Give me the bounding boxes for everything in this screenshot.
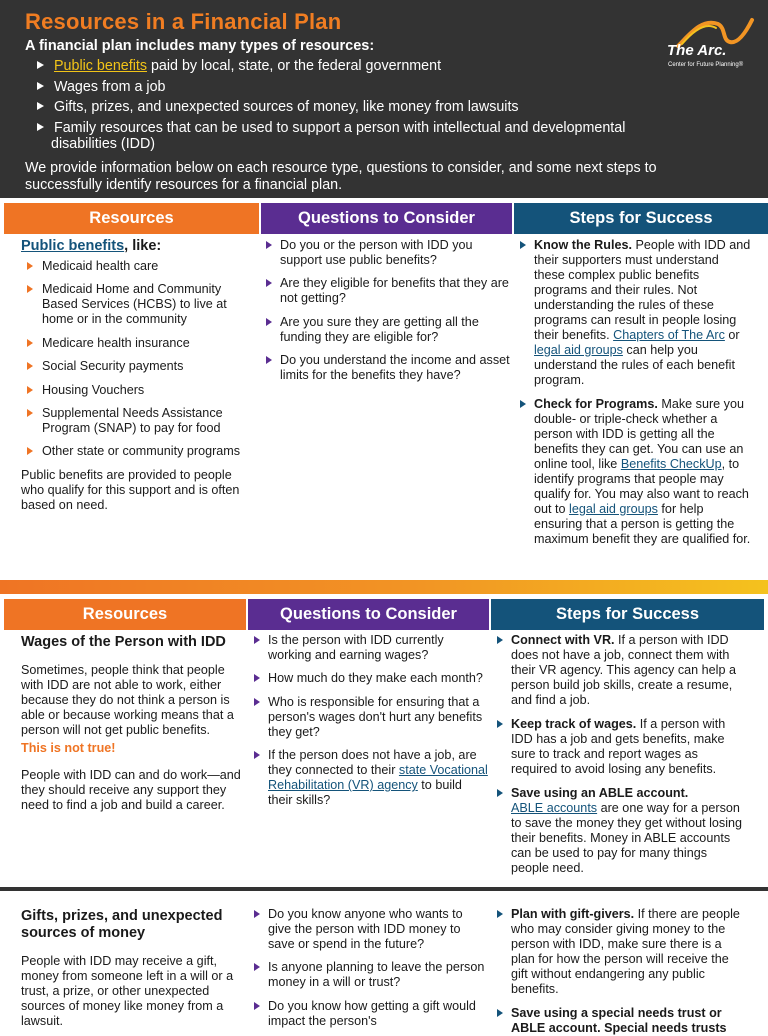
bullet-triangle-icon xyxy=(254,1002,260,1010)
step-title: Connect with VR. xyxy=(511,633,615,647)
list-item xyxy=(262,353,512,383)
list-item-text: Gifts, prizes, and unexpected sources of money, like money from lawsuits xyxy=(54,99,519,116)
header-lead: A financial plan includes many types of resources: xyxy=(25,38,375,54)
public-benefits-link[interactable]: Public benefits xyxy=(54,58,147,74)
question-text: Do you know how getting a gift would impact the person's xyxy=(268,998,476,1028)
chapters-of-the-arc-link[interactable]: Chapters of The Arc xyxy=(613,328,725,342)
gifts-paragraph: People with IDD may receive a gift, money from someone left in a will or a trust, a prize, or other unexpected sources of money like money from a lawsuit. xyxy=(21,954,234,1028)
wages-paragraph: People with IDD can and do work—and they should receive any support they need to find a job and build a career. xyxy=(21,768,241,812)
list-item xyxy=(250,748,488,808)
list-item xyxy=(21,444,251,459)
bullet-triangle-icon xyxy=(37,61,44,69)
public-benefits-steps xyxy=(516,238,752,547)
bullet-triangle-icon xyxy=(497,636,503,644)
list-item xyxy=(250,999,488,1029)
list-item xyxy=(250,907,488,952)
public-benefits-questions xyxy=(262,238,512,392)
gifts-steps xyxy=(493,907,747,1036)
step-title: Save using an ABLE account. xyxy=(511,786,689,800)
list-item xyxy=(493,907,747,997)
list-item-text: Medicaid Home and Community Based Services (HCBS) to live at home or in the community xyxy=(42,282,227,327)
bullet-triangle-icon xyxy=(254,636,260,644)
list-item xyxy=(21,259,251,274)
bullet-triangle-icon xyxy=(266,241,272,249)
steps-list xyxy=(516,238,752,547)
steps-column-header: Steps for Success xyxy=(491,599,764,630)
steps-list xyxy=(493,633,747,876)
able-accounts-link[interactable]: ABLE accounts xyxy=(511,801,598,815)
question-text: Do you understand the income and asset limits for the benefits they have? xyxy=(280,353,510,383)
list-item xyxy=(262,276,512,306)
bullet-triangle-icon xyxy=(266,356,272,364)
bullet-triangle-icon xyxy=(254,698,260,706)
benefits-note: Public benefits are provided to people who qualify for this support and is often based on need. xyxy=(21,467,240,512)
step-text: ABLE account. Special needs trusts xyxy=(511,1021,727,1035)
questions-list xyxy=(250,633,488,808)
list-item xyxy=(262,315,512,345)
list-item xyxy=(21,359,251,374)
benefits-checkup-link[interactable]: Benefits CheckUp xyxy=(620,457,722,471)
list-item xyxy=(35,79,685,95)
step-text: Make sure you double- or triple-check whether a person with IDD is getting all the benefits they can get. You can use an online tool, like xyxy=(534,397,744,471)
legal-aid-groups-link[interactable]: legal aid groups xyxy=(569,502,658,516)
step-text: If a person with IDD does not have a job, connect them with their VR agency. This agency can help a person build job skills, create a resume, and find a job. xyxy=(511,633,736,707)
section-heading xyxy=(21,238,251,255)
section-divider xyxy=(0,887,768,891)
question-text: Who is responsible for ensuring that a person's wages don't hurt any benefits they get? xyxy=(268,694,483,739)
not-true-callout: This is not true! xyxy=(21,741,116,755)
list-item-text: Medicaid health care xyxy=(42,259,159,273)
list-item xyxy=(250,960,488,990)
bullet-triangle-icon xyxy=(266,318,272,326)
gifts-questions xyxy=(250,907,488,1029)
list-item xyxy=(250,671,488,686)
list-item xyxy=(21,383,251,398)
wages-resources xyxy=(21,634,243,813)
list-item xyxy=(516,238,752,388)
legal-aid-groups-link[interactable]: legal aid groups xyxy=(534,343,623,357)
resources-column-header: Resources xyxy=(4,599,246,630)
bullet-triangle-icon xyxy=(254,910,260,918)
benefits-list xyxy=(21,259,251,459)
bullet-triangle-icon xyxy=(520,400,526,408)
heading-suffix: , like: xyxy=(124,238,162,254)
step-title: Plan with gift-givers. xyxy=(511,907,635,921)
step-title: Keep track of wages. xyxy=(511,717,637,731)
wages-steps xyxy=(493,633,747,876)
step-title: Save using a special needs trust or xyxy=(511,1006,722,1020)
bullet-triangle-icon xyxy=(27,386,33,394)
bullet-triangle-icon xyxy=(27,362,33,370)
list-item xyxy=(21,336,251,351)
step-text: If a person with IDD has a job and gets benefits, make sure to track and report wages as required to avoid losing any benefits. xyxy=(511,717,726,776)
bullet-triangle-icon xyxy=(37,82,44,90)
list-item xyxy=(35,120,685,152)
list-item-text: Wages from a job xyxy=(54,78,166,95)
list-item xyxy=(516,397,752,547)
bullet-triangle-icon xyxy=(254,963,260,971)
bullet-triangle-icon xyxy=(497,1009,503,1017)
step-text: People with IDD and their supporters must understand these complex public benefits programs and their rules. Not understanding the rules of these programs can result in people losing their benefits. xyxy=(534,238,751,342)
bullet-triangle-icon xyxy=(37,102,44,110)
bullet-triangle-icon xyxy=(27,262,33,270)
section-heading: Gifts, prizes, and unexpected sources of money xyxy=(21,908,223,941)
list-item-text: Other state or community programs xyxy=(42,444,241,459)
section-divider xyxy=(0,580,768,594)
list-item xyxy=(21,406,251,436)
resources-column-header: Resources xyxy=(4,203,259,234)
bullet-triangle-icon xyxy=(27,447,33,455)
list-item xyxy=(493,786,747,876)
wages-paragraph: Sometimes, people think that people with IDD are not able to work, either because they do not think a person is able or because working means that a person will not get public benefits. xyxy=(21,663,234,737)
questions-column-header: Questions to Consider xyxy=(248,599,489,630)
question-text: Is the person with IDD currently working and earning wages? xyxy=(268,633,444,662)
list-item xyxy=(262,238,512,268)
logo-name: The Arc. xyxy=(667,42,727,59)
question-text: Is anyone planning to leave the person money in a will or trust? xyxy=(268,960,485,990)
step-text: are one way for a person to save the money they get without losing their benefits. Money in ABLE accounts can be used to pay for many things people need. xyxy=(511,801,743,875)
question-text: If the person does not have a job, are they connected to their xyxy=(268,748,477,778)
bullet-triangle-icon xyxy=(37,123,44,131)
question-text: to build their skills? xyxy=(268,778,462,808)
question-text: Do you know anyone who wants to give the person with IDD money to save or spend in the future? xyxy=(268,907,463,951)
list-item xyxy=(250,633,488,663)
step-text: , to identify programs that people may qualify for. You may also want to reach out to xyxy=(534,457,749,516)
list-item-text: Social Security payments xyxy=(42,359,184,374)
list-item xyxy=(250,695,488,740)
header-banner xyxy=(0,0,768,198)
questions-list xyxy=(250,907,488,1029)
vocational-rehabilitation-link[interactable]: state Vocational Rehabilitation (VR) agency xyxy=(268,763,488,793)
bullet-triangle-icon xyxy=(520,241,526,249)
bullet-triangle-icon xyxy=(27,339,33,347)
list-item-text: disabilities (IDD) xyxy=(51,135,156,152)
step-text: for help ensuring that a person is getting the maximum benefit they are qualified for. xyxy=(534,502,751,546)
bullet-triangle-icon xyxy=(254,751,260,759)
steps-list xyxy=(493,907,747,1036)
list-item xyxy=(493,1006,747,1036)
bullet-triangle-icon xyxy=(497,910,503,918)
list-item-text: Medicare health insurance xyxy=(42,335,190,350)
step-title: Know the Rules. xyxy=(534,238,632,252)
logo-subtitle: Center for Future Planning® xyxy=(668,62,744,68)
list-item xyxy=(21,282,251,327)
bullet-triangle-icon xyxy=(27,409,33,417)
section-heading: Wages of the Person with IDD xyxy=(21,634,226,650)
questions-list xyxy=(262,238,512,383)
question-text: Are you sure they are getting all the funding they are eligible for? xyxy=(280,314,479,344)
list-item-text: paid by local, state, or the federal government xyxy=(147,58,442,74)
public-benefits-resources xyxy=(21,238,251,513)
list-item xyxy=(35,58,685,74)
question-text: Are they eligible for benefits that they are not getting? xyxy=(280,276,509,306)
list-item xyxy=(493,717,747,777)
resource-type-list xyxy=(35,58,685,156)
gifts-resources xyxy=(21,908,243,1029)
list-item xyxy=(493,633,747,708)
page-title: Resources in a Financial Plan xyxy=(25,9,342,34)
step-text: If there are people who may consider giving money to the person with IDD, make sure there is a plan for how the person will receive the gift without endangering any public benefits. xyxy=(511,907,740,996)
bullet-triangle-icon xyxy=(266,279,272,287)
step-title: Check for Programs. xyxy=(534,397,658,411)
steps-column-header: Steps for Success xyxy=(514,203,768,234)
bullet-triangle-icon xyxy=(27,285,33,293)
step-text: can help you understand the rules of each benefit program. xyxy=(534,343,735,387)
public-benefits-heading-link[interactable]: Public benefits xyxy=(21,238,125,254)
wages-questions xyxy=(250,633,488,808)
list-item-text: Housing Vouchers xyxy=(42,382,145,397)
list-item xyxy=(35,99,685,115)
list-item-text: Family resources that can be used to support a person with intellectual and developmental xyxy=(54,119,626,136)
questions-column-header: Questions to Consider xyxy=(261,203,512,234)
question-text: Do you or the person with IDD you support use public benefits? xyxy=(280,238,473,267)
header-description: We provide information below on each resource type, questions to consider, and some next steps to successfully identify resources for a financial plan. xyxy=(25,160,657,193)
bullet-triangle-icon xyxy=(497,789,503,797)
question-text: How much do they make each month? xyxy=(268,671,483,686)
bullet-triangle-icon xyxy=(254,674,260,682)
bullet-triangle-icon xyxy=(497,720,503,728)
list-item-text: Supplemental Needs Assistance Program (SNAP) to pay for food xyxy=(42,405,223,435)
step-text: or xyxy=(724,328,740,342)
